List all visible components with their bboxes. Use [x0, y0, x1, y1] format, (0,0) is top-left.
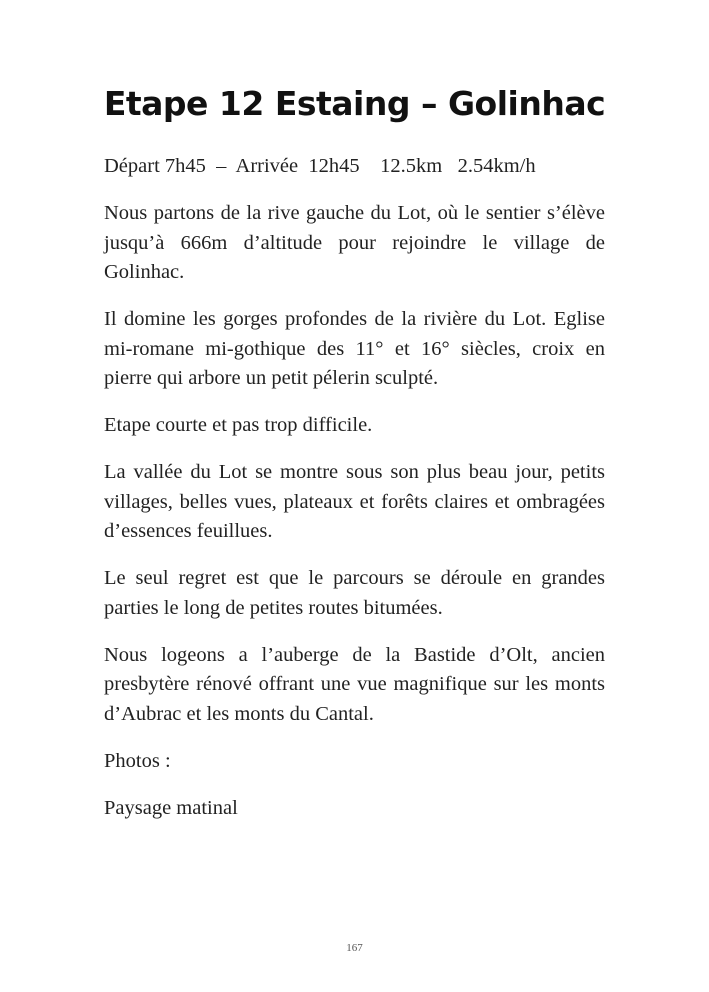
paragraph: La vallée du Lot se montre sous son plus beau jour, petits villages, belles vues, plateaux et forêts claires et ombragées d’essences feuillues. [104, 461, 605, 542]
paragraph: Il domine les gorges profondes de la rivière du Lot. Eglise mi-romane mi-gothique des 11° et 16° siècles, croix en pierre qui arbore un petit pélerin sculpté. [104, 308, 605, 389]
paragraph: Nous logeons a l’auberge de la Bastide d’Olt, ancien presbytère rénové offrant une vue magnifique sur les monts d’Aubrac et les monts du Cantal. [104, 643, 605, 725]
page-number: 167 [346, 942, 363, 954]
page-title: Etape 12 Estaing – Golinhac [103, 84, 606, 123]
departure-arrival-line: Départ 7h45 – Arrivée 12h45 12.5km 2.54km/h [104, 155, 536, 177]
photos-label: Photos : [104, 749, 171, 772]
photo-caption: Paysage matinal [104, 796, 238, 819]
paragraph: Nous partons de la rive gauche du Lot, où le sentier s’élève jusqu’à 666m d’altitude pour rejoindre le village de Golinhac. [104, 202, 605, 283]
paragraph: Le seul regret est que le parcours se déroule en grandes parties le long de petites routes bitumées. [104, 567, 605, 619]
paragraph: Etape courte et pas trop difficile. [104, 414, 373, 436]
document-body [104, 152, 605, 841]
